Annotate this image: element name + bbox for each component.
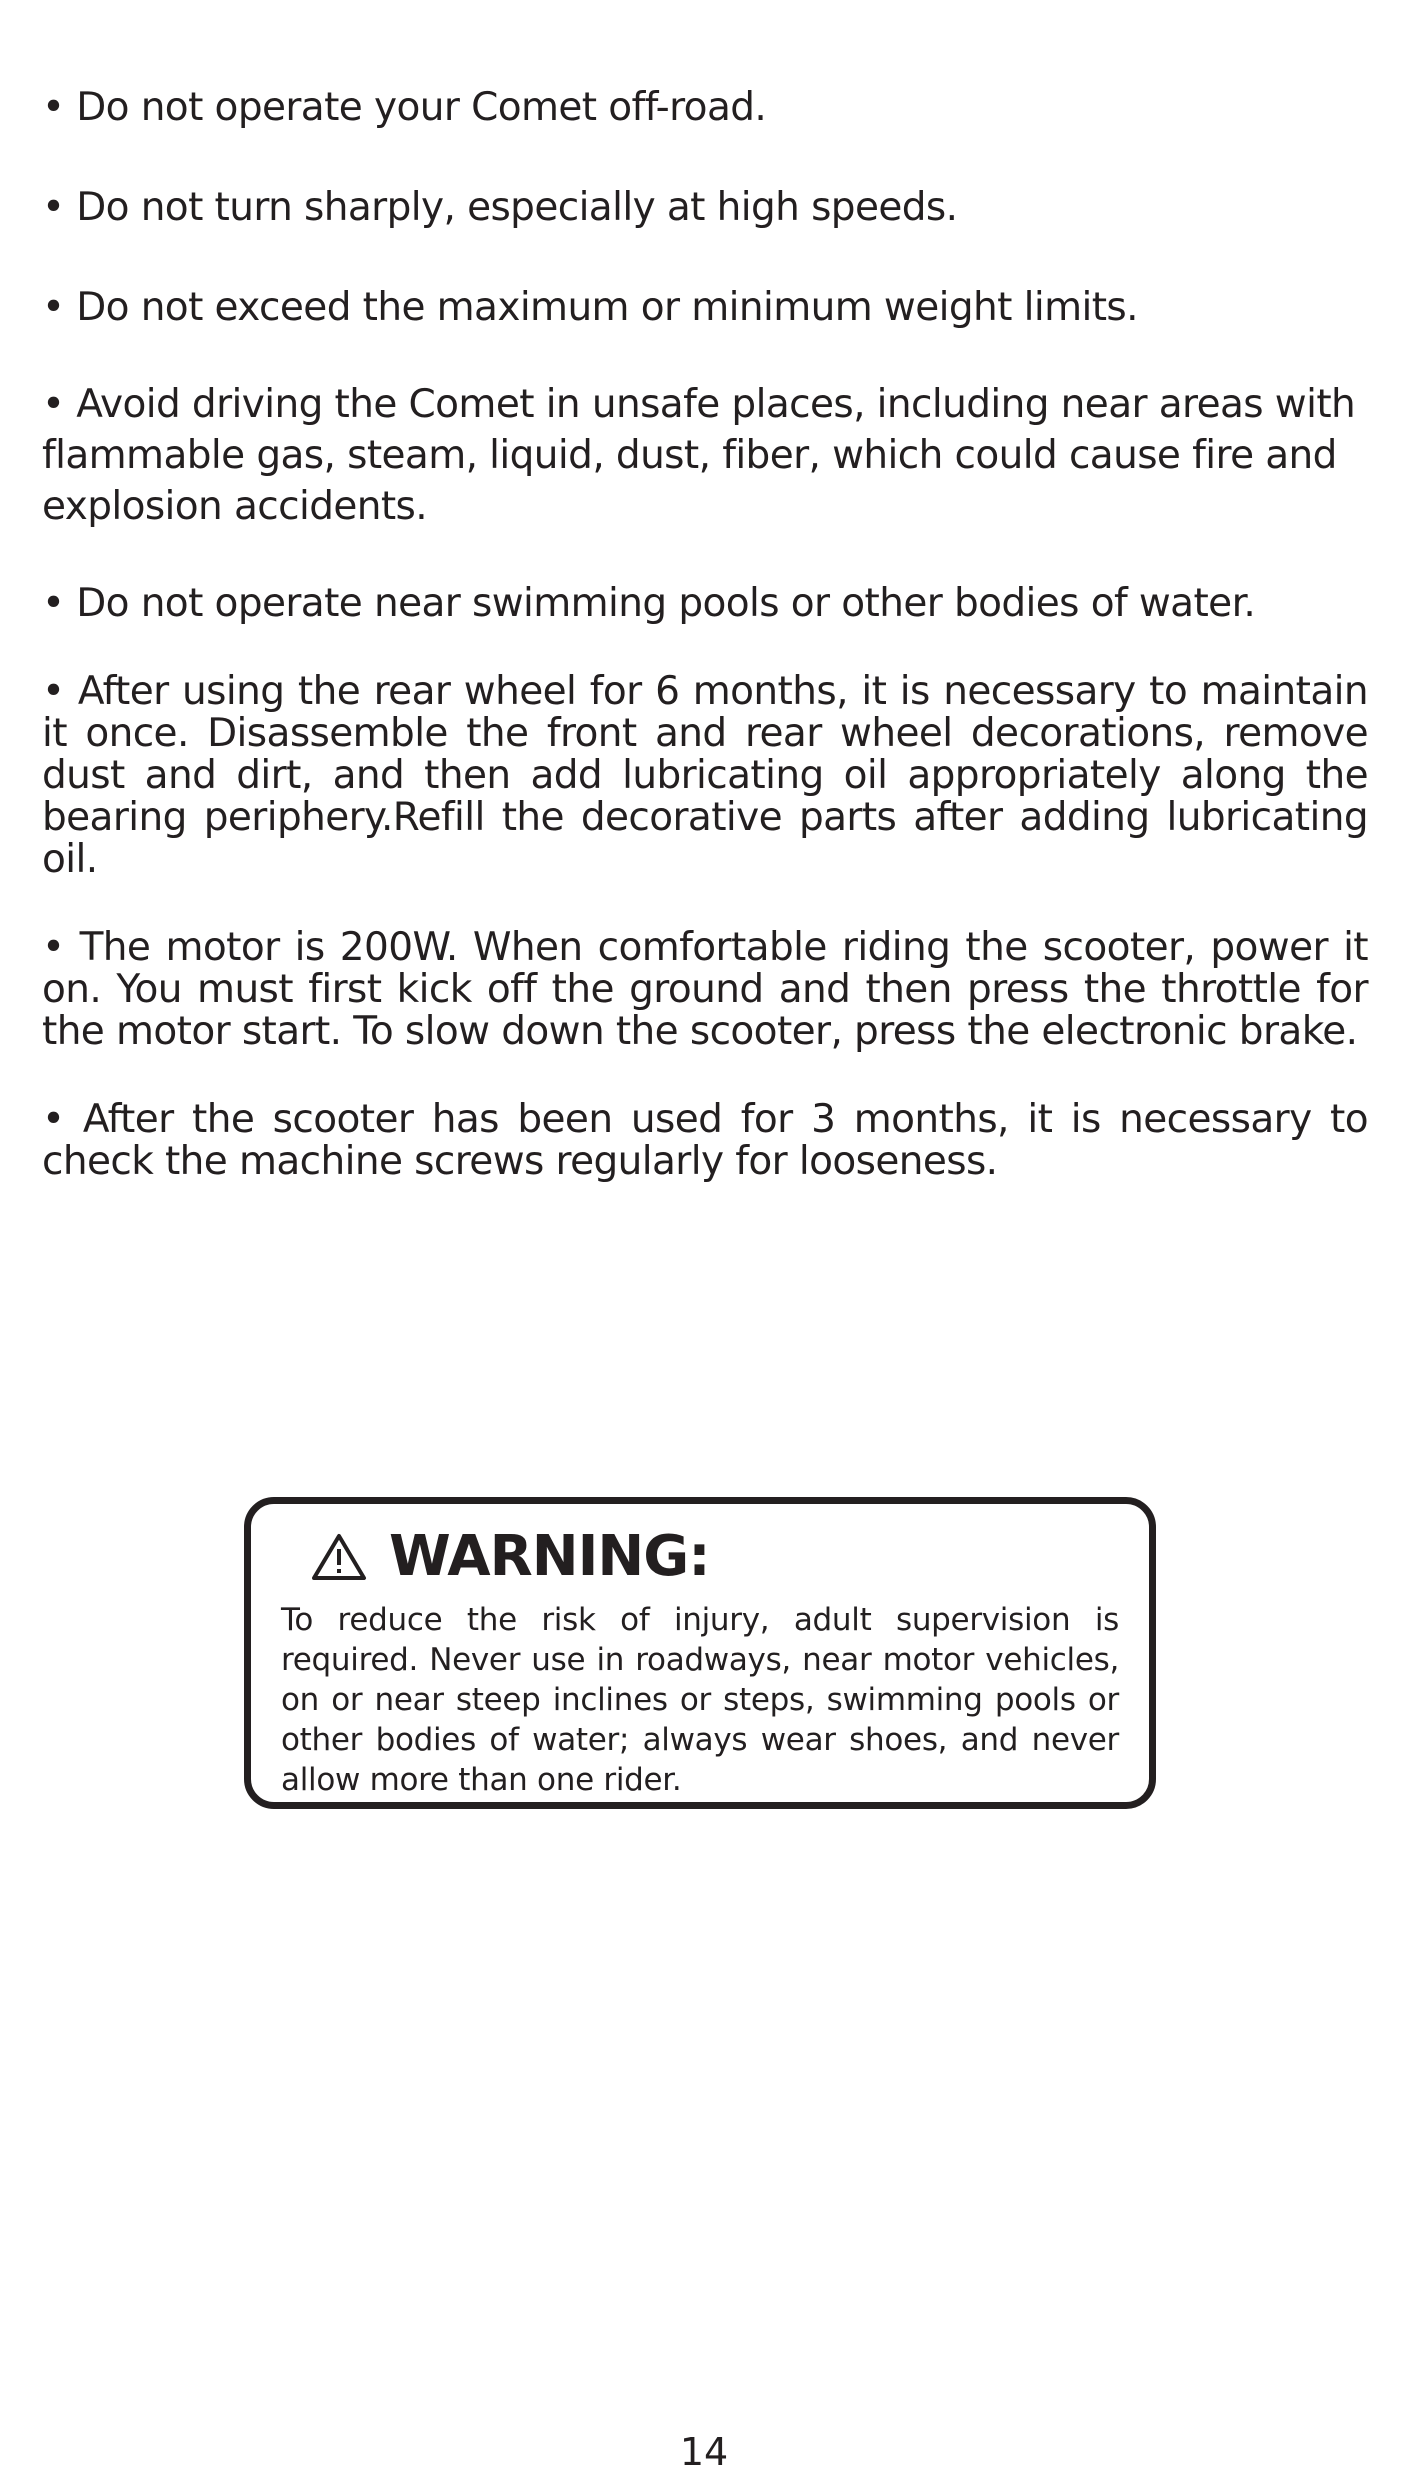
bullet-motor: • The motor is 200W. When comfortable riding the scooter, power it on. You must first kick off the ground and then press the throttle for the motor start. To slow down the scooter, press the electronic brake. bbox=[42, 925, 1368, 1054]
bullet-water: • Do not operate near swimming pools or other bodies of water. bbox=[42, 581, 1256, 626]
warning-title: WARNING: bbox=[389, 1524, 710, 1589]
warning-triangle-icon bbox=[311, 1532, 367, 1582]
bullet-screws: • After the scooter has been used for 3 months, it is necessary to check the machine screws regularly for looseness. bbox=[42, 1097, 1368, 1184]
bullet-rear-wheel-maintenance: • After using the rear wheel for 6 months, it is necessary to maintain it once. Disassemble the front and rear wheel decorations, remove dust and dirt, and then add lubricating oil appropriately along the bearing periphery.Refill the decorative parts after adding lubricating oil. bbox=[42, 669, 1368, 882]
bullet-turn-sharply: • Do not turn sharply, especially at high speeds. bbox=[42, 185, 958, 230]
warning-box bbox=[244, 1497, 1156, 1809]
warning-text: To reduce the risk of injury, adult supervision is required. Never use in roadways, near motor vehicles, on or near steep inclines or steps, swimming pools or other bodies of water; always wear shoes, and never allow more than one rider. bbox=[281, 1602, 1119, 1798]
bullet-unsafe-places: • Avoid driving the Comet in unsafe places, including near areas with flammable gas, steam, liquid, dust, fiber, which could cause fire and explosion accidents. bbox=[42, 382, 1356, 529]
warning-header bbox=[311, 1522, 1119, 1592]
bullet-weight-limits: • Do not exceed the maximum or minimum weight limits. bbox=[42, 285, 1138, 330]
page-number: 14 bbox=[679, 2430, 729, 2474]
safety-instructions bbox=[42, 82, 1368, 1183]
bullet-off-road: • Do not operate your Comet off-road. bbox=[42, 85, 767, 130]
